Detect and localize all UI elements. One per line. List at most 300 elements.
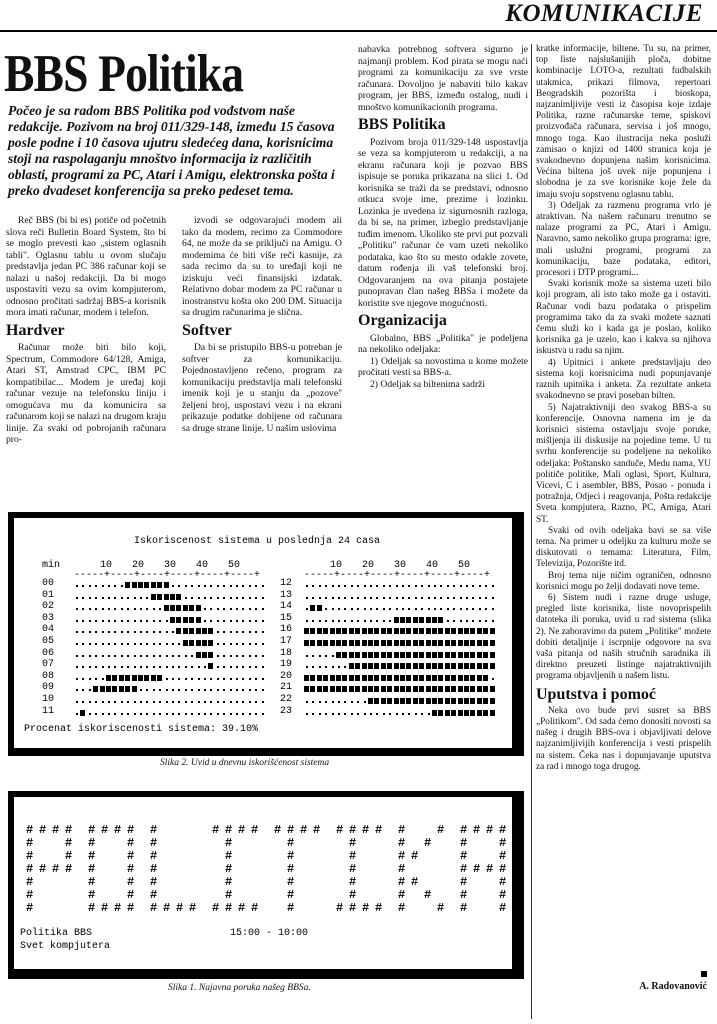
usage-block (310, 605, 315, 611)
usage-dot (255, 643, 257, 645)
usage-dot (172, 689, 174, 691)
usage-dot (172, 678, 174, 680)
usage-dot (351, 701, 353, 703)
usage-dot (114, 655, 116, 657)
usage-dot (306, 597, 308, 599)
usage-dot (338, 597, 340, 599)
usage-block (349, 652, 354, 658)
usage-block (470, 663, 475, 669)
min-label: min (42, 560, 61, 571)
banner-hash-glyph: # (499, 888, 507, 902)
usage-dot (140, 655, 142, 657)
banner-hash-glyph: # (460, 901, 468, 915)
usage-dot (312, 585, 314, 587)
usage-block (451, 652, 456, 658)
banner-line-2: Svet kompjutera (20, 941, 111, 952)
usage-dot (466, 620, 468, 622)
banner-hash-glyph: # (88, 836, 96, 850)
section-title: KOMUNIKACIJE (505, 0, 703, 27)
usage-block (374, 698, 379, 704)
usage-dot (153, 689, 155, 691)
usage-block (445, 710, 450, 716)
banner-hash-glyph: # (225, 849, 233, 863)
paragraph: 5) Najatraktivniji deo svakog BBS-a su konferencije. Osnovna namena im je da korisnici sistema ostavljaju svoje poruke, mišljenja ili diskusije na pojedine teme. U tu svrhu konferencije su podeljene na nekoliko odeljaka: Poštansko sanduče, Medu nama, YU političe politike, Mali oglasi, Sport, Kultura, Vicevi, C i asembler, BBS, Posao - ponuda i potražnja, Odjeci i reagovanja, Pošta redakcije Sveta kompjutera, Razno, PC, Amiga, Atari ST. (536, 402, 711, 525)
usage-dot (383, 585, 385, 587)
usage-dot (172, 631, 174, 633)
hour-label: 06 (42, 647, 55, 659)
banner-hash-glyph: # (460, 823, 468, 837)
usage-dot (319, 597, 321, 599)
usage-dot (217, 597, 219, 599)
banner-hash-glyph: # (127, 901, 135, 915)
usage-dot (325, 597, 327, 599)
usage-dot (236, 655, 238, 657)
usage-dot (102, 631, 104, 633)
usage-dot (204, 597, 206, 599)
usage-block (355, 640, 360, 646)
banner-hash-glyph: # (349, 875, 357, 889)
usage-block (445, 675, 450, 681)
usage-block (202, 628, 207, 634)
banner-hash-glyph: # (127, 849, 135, 863)
usage-block (483, 628, 488, 634)
usage-dot (153, 620, 155, 622)
usage-block (342, 628, 347, 634)
usage-dot (332, 701, 334, 703)
scale-label: 50 (458, 560, 471, 571)
usage-dot (159, 655, 161, 657)
usage-dot (76, 689, 78, 691)
usage-title: Iskoriscenost sistema u poslednja 24 casa (134, 536, 381, 547)
usage-dot (172, 643, 174, 645)
usage-dot (217, 631, 219, 633)
usage-dot (210, 689, 212, 691)
hour-label: 21 (280, 682, 293, 694)
usage-dot (262, 608, 264, 610)
banner-hash-glyph: # (176, 901, 184, 915)
usage-dot (453, 597, 455, 599)
column-divider (531, 44, 532, 1019)
usage-block (477, 663, 482, 669)
scale-label: 30 (164, 560, 177, 571)
usage-dot (472, 620, 474, 622)
banner-hash-glyph: # (88, 849, 96, 863)
usage-block (387, 628, 392, 634)
banner-hash-glyph: # (460, 862, 468, 876)
usage-dot (172, 713, 174, 715)
usage-dot (332, 620, 334, 622)
usage-dot (389, 608, 391, 610)
usage-footer: Procenat iskoriscenosti sistema: 39.10% (24, 724, 259, 735)
usage-dot (114, 701, 116, 703)
usage-dot (325, 585, 327, 587)
usage-block (483, 710, 488, 716)
usage-dot (434, 608, 436, 610)
usage-block (112, 686, 117, 692)
usage-block (400, 663, 405, 669)
usage-block (304, 686, 309, 692)
figure-1-screen (14, 797, 512, 969)
banner-hash-glyph: # (398, 836, 406, 850)
usage-dot (428, 597, 430, 599)
usage-block (458, 710, 463, 716)
usage-dot (485, 597, 487, 599)
usage-dot (210, 701, 212, 703)
banner-hash-glyph: # (238, 823, 246, 837)
usage-dot (127, 713, 129, 715)
usage-dot (492, 620, 494, 622)
usage-block (400, 675, 405, 681)
usage-block (374, 628, 379, 634)
usage-block (196, 617, 201, 623)
usage-block (362, 686, 367, 692)
banner-hash-glyph: # (65, 823, 73, 837)
banner-hash-glyph: # (127, 862, 135, 876)
banner-hash-glyph: # (212, 901, 220, 915)
usage-block (336, 686, 341, 692)
usage-block (426, 640, 431, 646)
scale-label: 40 (426, 560, 439, 571)
usage-block (183, 640, 188, 646)
banner-hash-glyph: # (398, 888, 406, 902)
usage-dot (312, 713, 314, 715)
usage-dot (82, 620, 84, 622)
usage-dot (332, 655, 334, 657)
usage-dot (159, 643, 161, 645)
usage-block (144, 582, 149, 588)
usage-dot (479, 585, 481, 587)
usage-block (477, 698, 482, 704)
usage-dot (479, 597, 481, 599)
usage-dot (230, 689, 232, 691)
usage-block (183, 605, 188, 611)
usage-dot (178, 678, 180, 680)
usage-block (349, 663, 354, 669)
usage-dot (82, 597, 84, 599)
usage-dot (230, 701, 232, 703)
usage-dot (255, 666, 257, 668)
usage-dot (121, 643, 123, 645)
usage-dot (146, 689, 148, 691)
usage-dot (95, 701, 97, 703)
usage-dot (121, 655, 123, 657)
usage-dot (242, 689, 244, 691)
usage-dot (134, 655, 136, 657)
usage-dot (210, 585, 212, 587)
banner-hash-glyph: # (287, 901, 295, 915)
usage-block (426, 698, 431, 704)
usage-dot (364, 713, 366, 715)
usage-dot (312, 597, 314, 599)
banner-hash-glyph: # (499, 836, 507, 850)
usage-dot (351, 620, 353, 622)
usage-dot (242, 608, 244, 610)
usage-block (477, 640, 482, 646)
usage-dot (376, 597, 378, 599)
usage-block (323, 675, 328, 681)
usage-dot (108, 701, 110, 703)
usage-dot (319, 713, 321, 715)
usage-dot (230, 666, 232, 668)
usage-dot (210, 713, 212, 715)
usage-dot (242, 620, 244, 622)
usage-dot (166, 655, 168, 657)
usage-dot (242, 713, 244, 715)
paragraph: Reč BBS (bi bi es) potiče od početnih slova reči Bulletin Board System, što bi se moglo prevesti kao „sistem oglasnih tabli". Oglasnu tablu u ovom slučaju predstavlja jedan PC 386 računar koji se nalazi u našoj redakciji. Da bi mogo uspostaviti vezu sa ovim kompjuterom, odnosno pročitati sadržaj BBS-a korisnik mora imati računar, modem i telefon. (6, 215, 166, 318)
usage-block (445, 652, 450, 658)
usage-dot (466, 585, 468, 587)
usage-dot (204, 713, 206, 715)
paragraph: Pozivom broja 011/329-148 uspostavlja se veza sa kompjuterom u redakciji, a na ekranu računara koji je pozvao BBS ispisuje se poruka prikazana na slici 1. Od korisnika se traži da se predstavi, odnosno otkuca svoje ime, prezime i lozinku. Lozinka je uvedena iz sigurnosnih razloga, da bi se, na primer, izbeglo predstavljanje tuđim imenom. Ukoliko ste prvi put pozvali „Politiku" računar će vam uzeti nekoliko podataka, kao što su mesto odakle zovete, datum rođenja ili vaš telefonski broj. Odgovaranjem na ova pitanja postajete punopravan član našeg BBSa i možete da koristite sve njegove mogućnosti. (358, 136, 528, 309)
usage-block (387, 675, 392, 681)
usage-dot (146, 631, 148, 633)
paragraph: Globalno, BBS „Politika" je podeljena na nekoliko odeljaka: (358, 332, 528, 355)
usage-dot (230, 597, 232, 599)
usage-dot (485, 608, 487, 610)
usage-block (208, 663, 213, 669)
usage-dot (319, 666, 321, 668)
usage-dot (217, 701, 219, 703)
banner-hash-glyph: # (52, 823, 60, 837)
usage-dot (344, 585, 346, 587)
figure-2-screen (14, 518, 512, 748)
usage-block (387, 652, 392, 658)
usage-dot (440, 585, 442, 587)
usage-dot (217, 666, 219, 668)
usage-dot (415, 713, 417, 715)
usage-block (381, 640, 386, 646)
usage-dot (89, 585, 91, 587)
usage-dot (191, 585, 193, 587)
usage-block (445, 640, 450, 646)
usage-block (106, 686, 111, 692)
banner-hash-glyph: # (88, 862, 96, 876)
usage-dot (255, 608, 257, 610)
banner-hash-glyph: # (101, 901, 109, 915)
paragraph: Neka ovo bude prvi susret sa BBS „Politikom". Od sada ćemo donositi novosti sa našeg i drugih BBS-ova i objavljivati delove najzanimljivijih konferencija i vesti prispelih na sistem. Čeka nas i dopunjavanje uputstva za rad i mnogo toga drugog. (536, 705, 711, 772)
banner-hash-glyph: # (251, 823, 259, 837)
hour-label: 02 (42, 601, 55, 613)
banner-hash-glyph: # (150, 875, 158, 889)
banner-hash-glyph: # (65, 836, 73, 850)
usage-block (458, 663, 463, 669)
usage-dot (76, 585, 78, 587)
banner-hash-glyph: # (287, 888, 295, 902)
usage-block (470, 686, 475, 692)
usage-dot (236, 643, 238, 645)
usage-dot (102, 655, 104, 657)
paragraph: 1) Odeljak sa novostima u kome možete pročitati vesti sa BBS-a. (358, 355, 528, 378)
usage-dot (415, 585, 417, 587)
hour-label: 13 (280, 589, 293, 601)
usage-block (464, 686, 469, 692)
hour-label: 22 (280, 694, 293, 705)
usage-dot (108, 631, 110, 633)
usage-block (208, 652, 213, 658)
usage-dot (332, 597, 334, 599)
usage-dot (249, 666, 251, 668)
usage-dot (159, 666, 161, 668)
usage-block (477, 686, 482, 692)
usage-dot (344, 608, 346, 610)
usage-dot (217, 689, 219, 691)
banner-hash-glyph: # (411, 875, 419, 889)
usage-block (323, 640, 328, 646)
usage-block (342, 652, 347, 658)
usage-block (183, 617, 188, 623)
usage-dot (357, 585, 359, 587)
usage-dot (306, 620, 308, 622)
usage-dot (351, 608, 353, 610)
usage-dot (306, 608, 308, 610)
usage-dot (255, 620, 257, 622)
usage-dot (108, 643, 110, 645)
usage-dot (249, 713, 251, 715)
usage-dot (102, 666, 104, 668)
usage-dot (338, 608, 340, 610)
usage-block (387, 640, 392, 646)
usage-dot (460, 608, 462, 610)
usage-dot (153, 713, 155, 715)
banner-hash-glyph: # (225, 875, 233, 889)
usage-dot (255, 631, 257, 633)
usage-block (400, 628, 405, 634)
usage-dot (166, 631, 168, 633)
usage-dot (396, 585, 398, 587)
banner-hash-glyph: # (65, 862, 73, 876)
banner-hash-glyph: # (424, 888, 432, 902)
usage-dot (255, 701, 257, 703)
usage-block (470, 652, 475, 658)
usage-dot (76, 620, 78, 622)
usage-dot (121, 597, 123, 599)
usage-block (477, 675, 482, 681)
paragraph: kratke informacije, biltene. Tu su, na primer, top liste najslušanijih ploča, dobitne kombinacije LOTO-a, rezultati fudbalskih utakmica, prikazi filmova, repertoari Beogradskih pozorišta i bioskopa, najzanimljivije vesti iz časopisa koje izdaje Politika, razne računarske teme, spiskovi proizvođača računara, servisa i još mnogo, mnogo toga. Kao ilustracija neka posluži zamisao o knjizi od 1400 stranica koja je svakodnevno dopunjena našim korisnicima. Većina biltena još uvek nije popunjena i slobodna je za sve korisnike koje žele da imaju svoju sopstvenu oglasnu tablu. (536, 44, 711, 200)
usage-block (413, 640, 418, 646)
banner-hash-glyph: # (189, 901, 197, 915)
banner-hash-glyph: # (26, 836, 34, 850)
usage-block (413, 628, 418, 634)
usage-dot (166, 620, 168, 622)
usage-block (458, 628, 463, 634)
usage-dot (140, 597, 142, 599)
usage-dot (166, 713, 168, 715)
paragraph: Svaki od ovih odeljaka bavi se sa više tema. Na primer u odeljku za kulturu može se diskutovati o temama: Literatura, Film, Televizija, Pozorište itd. (536, 525, 711, 570)
usage-block (196, 605, 201, 611)
usage-dot (134, 643, 136, 645)
usage-dot (223, 631, 225, 633)
usage-dot (76, 655, 78, 657)
usage-block (464, 710, 469, 716)
usage-block (336, 675, 341, 681)
usage-dot (344, 666, 346, 668)
usage-dot (127, 643, 129, 645)
usage-block (93, 686, 98, 692)
banner-hash-glyph: # (150, 862, 158, 876)
usage-dot (95, 643, 97, 645)
usage-block (464, 698, 469, 704)
hour-label: 07 (42, 659, 55, 671)
usage-dot (166, 689, 168, 691)
usage-block (323, 686, 328, 692)
usage-block (144, 675, 149, 681)
usage-dot (402, 608, 404, 610)
usage-dot (492, 678, 494, 680)
usage-dot (76, 701, 78, 703)
usage-dot (460, 620, 462, 622)
usage-dot (453, 608, 455, 610)
usage-dot (114, 631, 116, 633)
usage-dot (191, 666, 193, 668)
usage-block (132, 582, 137, 588)
usage-block (151, 594, 156, 600)
usage-dot (82, 689, 84, 691)
hour-label: 11 (42, 705, 55, 717)
scale-label: 50 (228, 560, 241, 571)
usage-dot (236, 608, 238, 610)
usage-dot (198, 689, 200, 691)
usage-dot (396, 713, 398, 715)
usage-dot (479, 608, 481, 610)
usage-dot (319, 655, 321, 657)
usage-dot (76, 608, 78, 610)
usage-block (419, 652, 424, 658)
usage-dot (223, 643, 225, 645)
usage-dot (204, 666, 206, 668)
banner-hash-glyph: # (411, 849, 419, 863)
usage-block (419, 640, 424, 646)
usage-block (458, 698, 463, 704)
banner-hash-glyph: # (398, 823, 406, 837)
usage-dot (146, 701, 148, 703)
usage-dot (249, 620, 251, 622)
usage-dot (230, 585, 232, 587)
usage-block (406, 617, 411, 623)
usage-dot (230, 631, 232, 633)
usage-dot (191, 678, 193, 680)
banner-hash-glyph: # (398, 862, 406, 876)
usage-dot (146, 620, 148, 622)
usage-block (470, 628, 475, 634)
usage-dot (447, 585, 449, 587)
usage-dot (82, 631, 84, 633)
usage-block (119, 686, 124, 692)
usage-block (362, 640, 367, 646)
scale-ruler: -----+----+----+----+----+----+ (74, 570, 261, 581)
usage-block (426, 686, 431, 692)
usage-block (310, 628, 315, 634)
scale-ruler: -----+----+----+----+----+----+ (304, 570, 491, 581)
banner-hash-glyph: # (238, 901, 246, 915)
usage-dot (108, 620, 110, 622)
usage-block (132, 675, 137, 681)
usage-block (387, 663, 392, 669)
usage-dot (166, 643, 168, 645)
usage-dot (332, 666, 334, 668)
banner-hash-glyph: # (26, 901, 34, 915)
usage-block (368, 628, 373, 634)
usage-dot (140, 631, 142, 633)
usage-dot (262, 678, 264, 680)
usage-dot (114, 620, 116, 622)
usage-block (355, 675, 360, 681)
usage-dot (236, 713, 238, 715)
subheading-uputstva: Uputstva i pomoć (536, 685, 657, 703)
usage-dot (102, 678, 104, 680)
usage-block (368, 686, 373, 692)
usage-block (355, 628, 360, 634)
usage-dot (223, 597, 225, 599)
